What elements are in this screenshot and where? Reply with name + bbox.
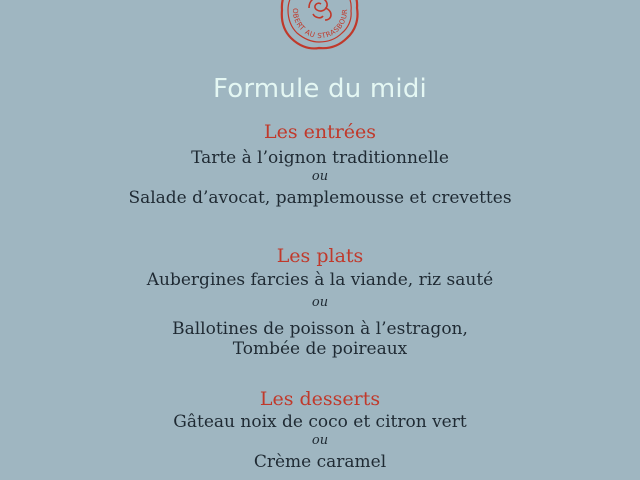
dessert-dish-2: Crème caramel [253,452,387,472]
plat-separator: ou [311,295,329,310]
section-heading-desserts: Les desserts [259,388,381,410]
entree-separator: ou [311,169,329,184]
dessert-separator: ou [311,433,329,448]
section-heading-plats: Les plats [276,245,364,267]
restaurant-seal-logo [279,0,361,52]
entree-dish-2: Salade d’avocat, pamplemousse et crevettes [128,188,512,208]
plat-dish-2-line-2: Tombée de poireaux [232,339,408,359]
section-heading-entrees: Les entrées [263,121,377,143]
dessert-dish-1: Gâteau noix de coco et citron vert [173,412,467,432]
entree-dish-1: Tarte à l’oignon traditionnelle [191,148,449,168]
seal-text: OBERT AU STRASBOUR [290,8,350,41]
menu-title: Formule du midi [213,74,427,104]
plat-dish-1: Aubergines farcies à la viande, riz sauté [146,270,494,290]
plat-dish-2-line-1: Ballotines de poisson à l’estragon, [172,319,468,339]
seal-emblem-icon [309,0,331,20]
